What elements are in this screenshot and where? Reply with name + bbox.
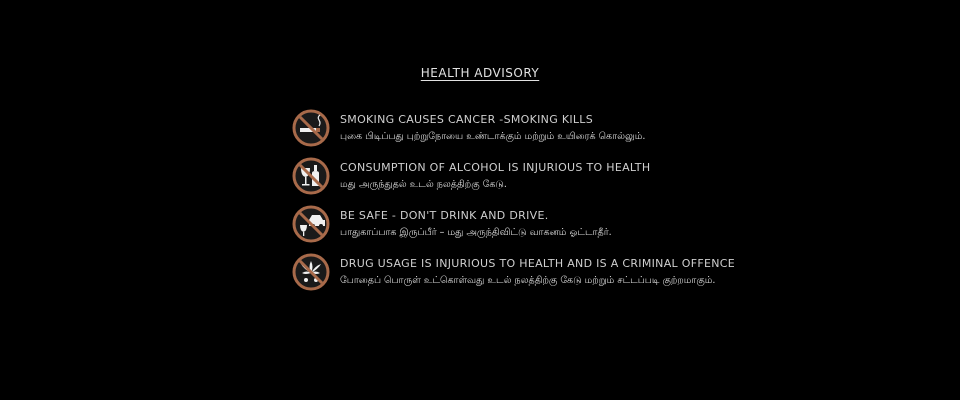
advisory-item-drugs xyxy=(292,253,812,293)
no-smoking-icon xyxy=(292,109,330,147)
advisory-title: HEALTH ADVISORY xyxy=(420,66,540,80)
advisory-tamil-text: பாதுகாப்பாக இருப்பீர் – மது அருந்திவிட்டு வாகனம் ஓட்டாதீர். xyxy=(340,227,612,238)
advisory-tamil-text: போதைப் பொருள் உட்கொள்வது உடல் நலத்திற்கு கேடு மற்றும் சட்டப்படி குற்றமாகும். xyxy=(340,275,716,286)
advisory-item-smoking xyxy=(292,109,812,149)
no-drink-drive-icon xyxy=(292,205,330,243)
advisory-english-text: SMOKING CAUSES CANCER -SMOKING KILLS xyxy=(340,113,594,126)
no-alcohol-icon xyxy=(292,157,330,195)
advisory-item-alcohol xyxy=(292,157,812,197)
advisory-item-drink-drive xyxy=(292,205,812,245)
advisory-tamil-text: புகை பிடிப்பது புற்றுநோயை உண்டாக்கும் மற்றும் உயிரைக் கொல்லும். xyxy=(340,131,646,142)
advisory-english-text: CONSUMPTION OF ALCOHOL IS INJURIOUS TO HEALTH xyxy=(340,161,651,174)
advisory-english-text: BE SAFE - DON'T DRINK AND DRIVE. xyxy=(340,209,549,222)
no-drugs-icon xyxy=(292,253,330,291)
advisory-english-text: DRUG USAGE IS INJURIOUS TO HEALTH AND IS A CRIMINAL OFFENCE xyxy=(340,257,735,270)
advisory-tamil-text: மது அருந்துதல் உடல் நலத்திற்கு கேடு. xyxy=(340,179,507,190)
